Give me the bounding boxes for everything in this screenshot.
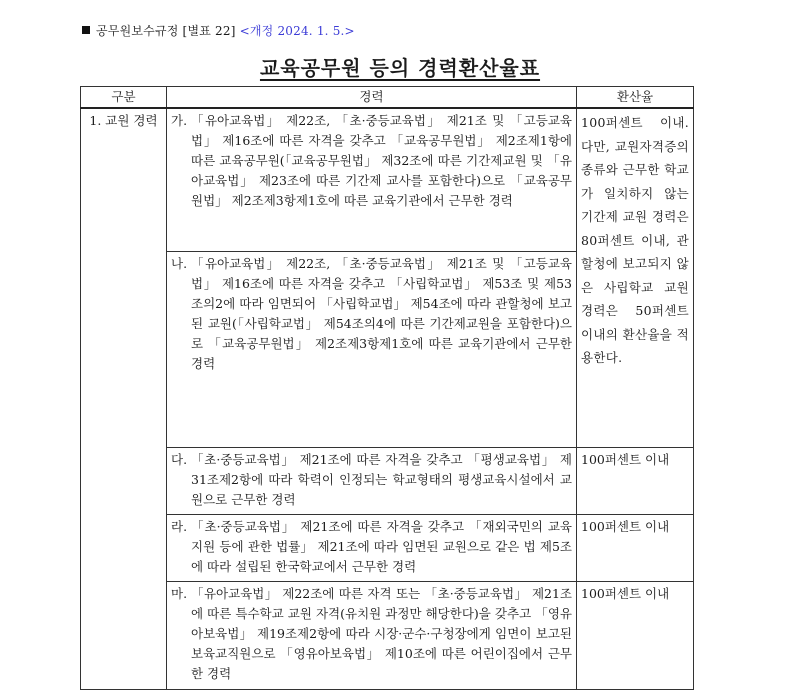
item-text: 「초·중등교육법」 제21조에 따른 자격을 갖추고 「평생교육법」 제31조제2항에 따라 학력이 인정되는 학교형태의 평생교육시설에서 교원으로 근무한 경력: [191, 451, 572, 507]
career-cell: [167, 251, 577, 447]
rate-text: 100퍼센트 이내: [581, 518, 670, 534]
item-marker: 가.: [171, 113, 188, 128]
table-header-row: [81, 87, 694, 109]
rate-text: 100퍼센트 이내: [581, 451, 670, 467]
revision-date: <개정 2024. 1. 5.>: [239, 24, 355, 38]
rate-cell: [577, 581, 694, 689]
table-row: [81, 447, 694, 514]
item-text: 「유아교육법」 제22조에 따른 자격 또는 「초·중등교육법」 제21조에 따른 특수학교 교원 자격(유치원 과정만 해당한다)을 갖추고 「영유아보육법」 제19조제2항에 따라 시장·군수·구청장에게 임면이 보고된 보육교직원으로 「영유아보육법」 제10조에 따른 어린이집에서 근무한 경력: [191, 585, 572, 681]
rate-text-merged: 100퍼센트 이내. 다만, 교원자격증의 종류와 근무한 학교가 일치하지 않는 기간제 교원 경력은 80퍼센트 이내, 관할청에 보고되지 않은 사립학교 교원 경력은 50퍼센트 이내의 환산율을 적용한다.: [581, 115, 689, 365]
career-conversion-table: [80, 86, 694, 690]
table-row: [81, 581, 694, 689]
regulation-header: [82, 22, 355, 39]
column-header-career: 경력: [167, 87, 577, 109]
category-cell: [81, 108, 167, 689]
career-cell: [167, 447, 577, 514]
rate-text: 100퍼센트 이내: [581, 585, 670, 601]
item-text: 「유아교육법」 제22조, 「초·중등교육법」 제21조 및 「고등교육법」 제16조에 따른 자격을 갖추고 「사립학교법」 제53조 및 제53조의2에 따라 임면되어 「사립학교법」 제54조에 따라 관할청에 보고된 교원(「사립학교법」 제54조의4에 따른 기간제교원을 포함한다)으로 「교육공무원법」 제2조제3항제1호에 따른 교육기관에서 근무한 경력: [191, 255, 572, 371]
item-marker: 다.: [171, 451, 188, 467]
page-title-text: 교육공무원 등의 경력환산율표: [259, 56, 541, 80]
rate-cell-merged: [577, 108, 694, 447]
career-cell: [167, 581, 577, 689]
rate-cell: [577, 514, 694, 581]
table-row: [81, 108, 694, 251]
table-row: [81, 514, 694, 581]
item-text: 「유아교육법」 제22조, 「초·중등교육법」 제21조 및 「고등교육법」 제16조에 따른 자격을 갖추고 「교육공무원법」 제2조제1항에 따른 교육공무원(「교육공무원법」 제32조에 따른 기간제교원 및 「유아교육법」 제23조에 따른 기간제 교사를 포함한다)으로 「교육공무원법」 제2조제3항제1호에 따른 교육기관에서 근무한 경력: [191, 113, 572, 208]
career-cell: [167, 108, 577, 251]
square-bullet-icon: [82, 26, 90, 34]
item-text: 「초·중등교육법」 제21조에 따른 자격을 갖추고 「재외국민의 교육지원 등에 관한 법률」 제21조에 따라 임면된 교원으로 같은 법 제5조에 따라 설립된 한국학교에서 근무한 경력: [191, 518, 572, 574]
item-marker: 나.: [171, 255, 188, 271]
item-marker: 마.: [171, 585, 188, 601]
rate-cell: [577, 447, 694, 514]
category-label: 1. 교원 경력: [89, 113, 158, 128]
item-marker: 라.: [171, 518, 188, 534]
column-header-rate: 환산율: [577, 87, 694, 109]
column-header-category: 구분: [81, 87, 167, 109]
career-cell: [167, 514, 577, 581]
page-title: [0, 52, 800, 81]
regulation-label: 공무원보수규정 [별표 22]: [96, 24, 236, 38]
